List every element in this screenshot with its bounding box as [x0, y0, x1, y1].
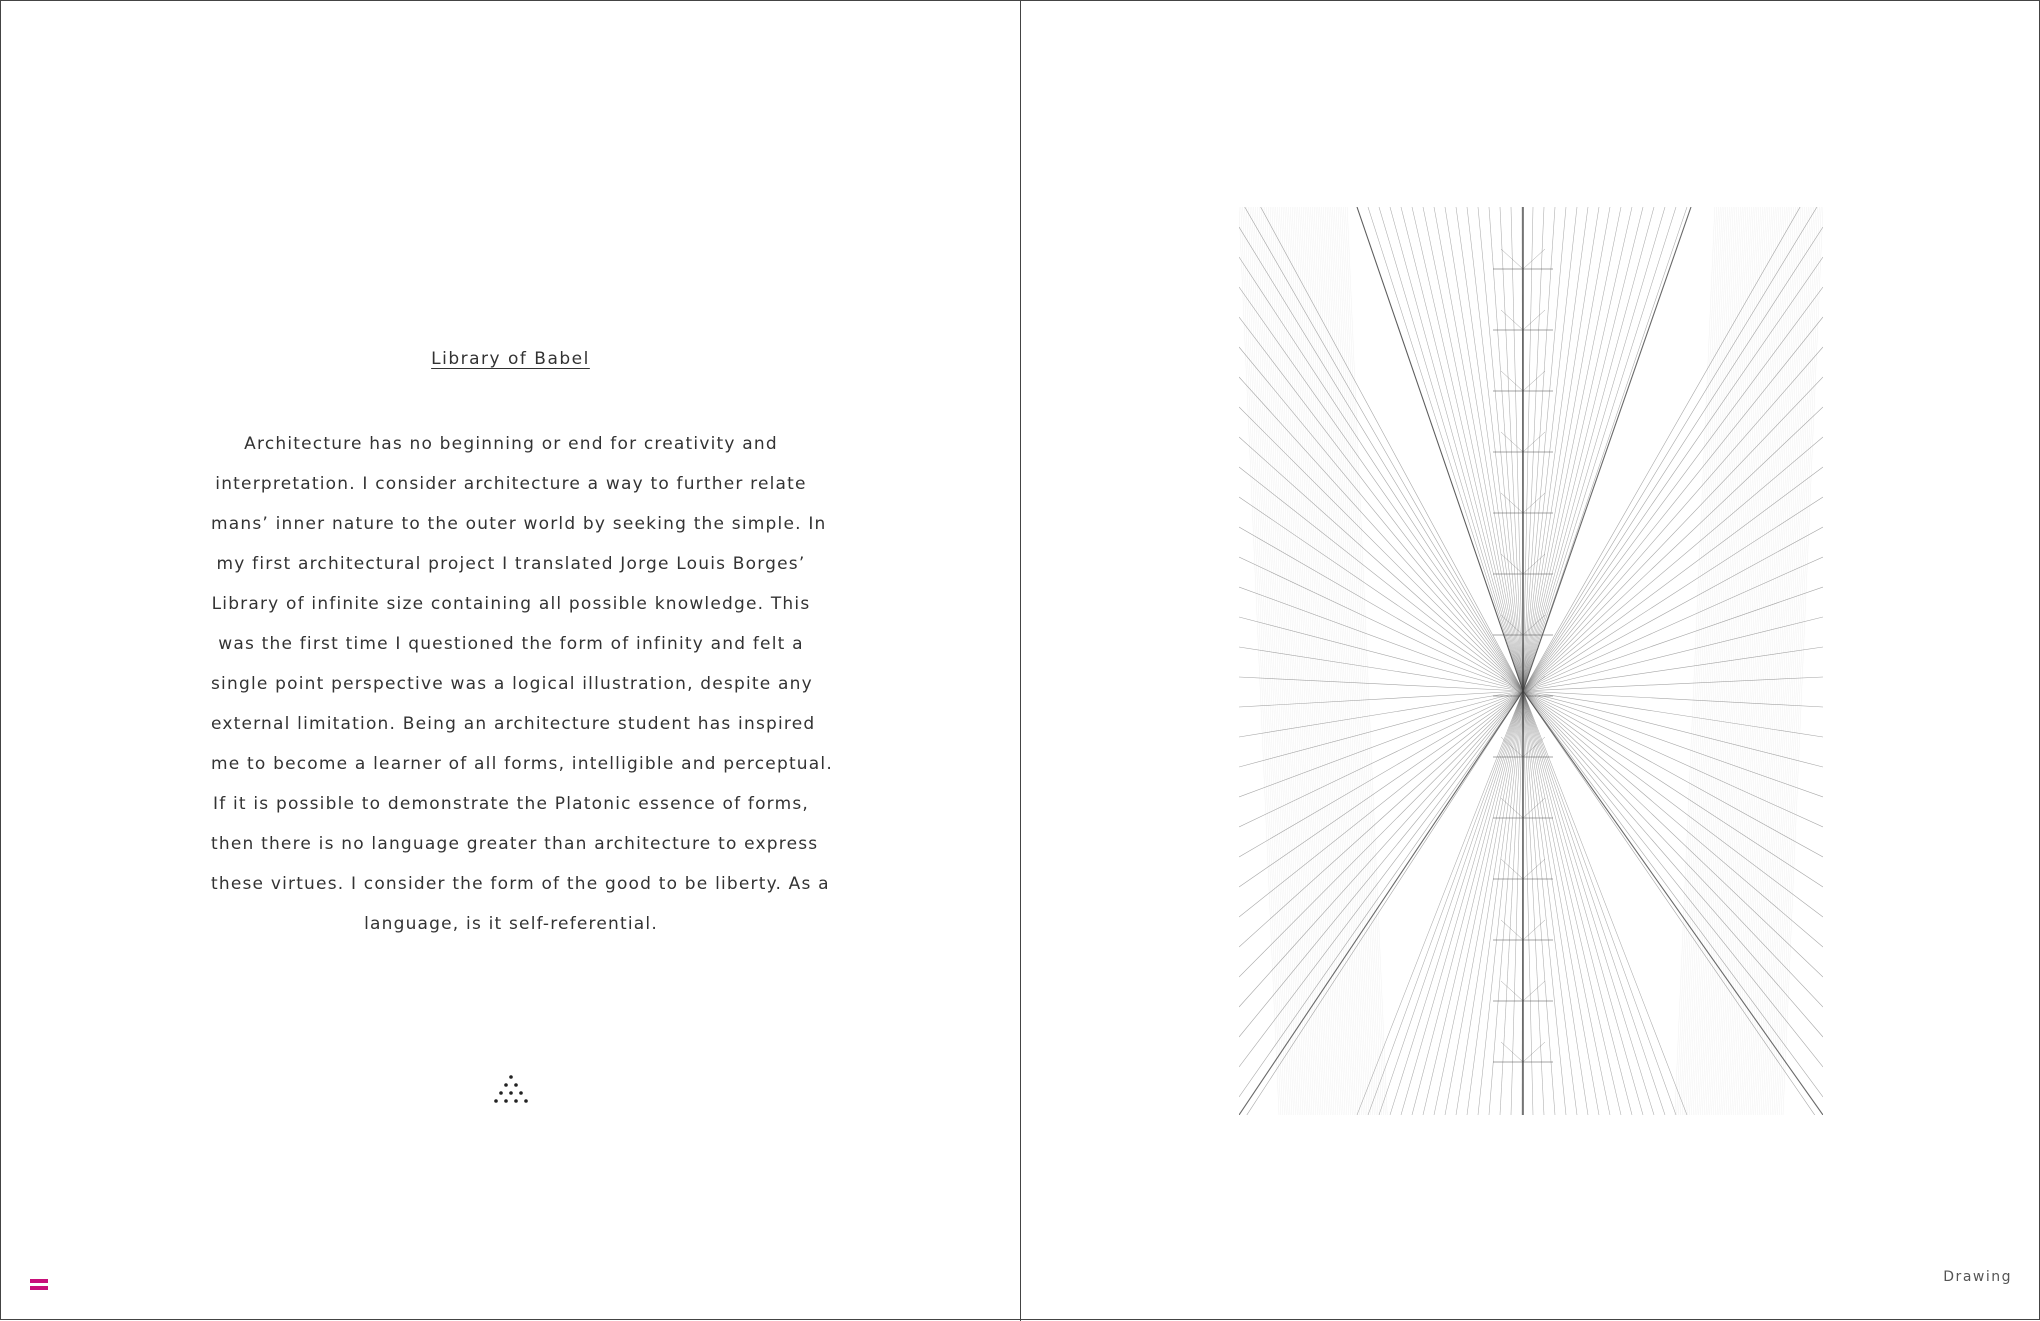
right-page	[1021, 1, 2040, 1321]
hamburger-menu-icon[interactable]	[30, 1279, 48, 1293]
paragraph-line: me to become a learner of all forms, intelligible and perceptual.	[211, 754, 833, 774]
dot-triangle-icon	[487, 1073, 535, 1109]
page-title: Library of Babel	[431, 349, 590, 369]
paragraph-line: external limitation. Being an architecture student has inspired	[211, 714, 816, 734]
paragraph-line: then there is no language greater than architecture to express	[211, 834, 819, 854]
paragraph-line: these virtues. I consider the form of the good to be liberty. As a	[211, 874, 830, 894]
paragraph-line: my first architectural project I translated Jorge Louis Borges’	[216, 554, 806, 574]
paragraph-line: If it is possible to demonstrate the Platonic essence of forms,	[212, 794, 809, 814]
left-page	[1, 1, 1020, 1321]
perspective-drawing-image	[1239, 207, 1823, 1115]
paragraph-line: Library of infinite size containing all possible knowledge. This	[211, 594, 811, 614]
paragraph-line: interpretation. I consider architecture a way to further relate	[215, 474, 807, 494]
paragraph-line: mans’ inner nature to the outer world by seeking the simple. In	[211, 514, 827, 534]
paragraph-line: Architecture has no beginning or end for creativity and	[244, 434, 778, 454]
paragraph-line: single point perspective was a logical illustration, despite any	[211, 674, 813, 694]
paragraph-line: language, is it self-referential.	[364, 914, 658, 934]
paragraph-line: was the first time I questioned the form of infinity and felt a	[218, 634, 804, 654]
body-paragraph	[211, 424, 833, 944]
section-label: Drawing	[1943, 1269, 2012, 1285]
